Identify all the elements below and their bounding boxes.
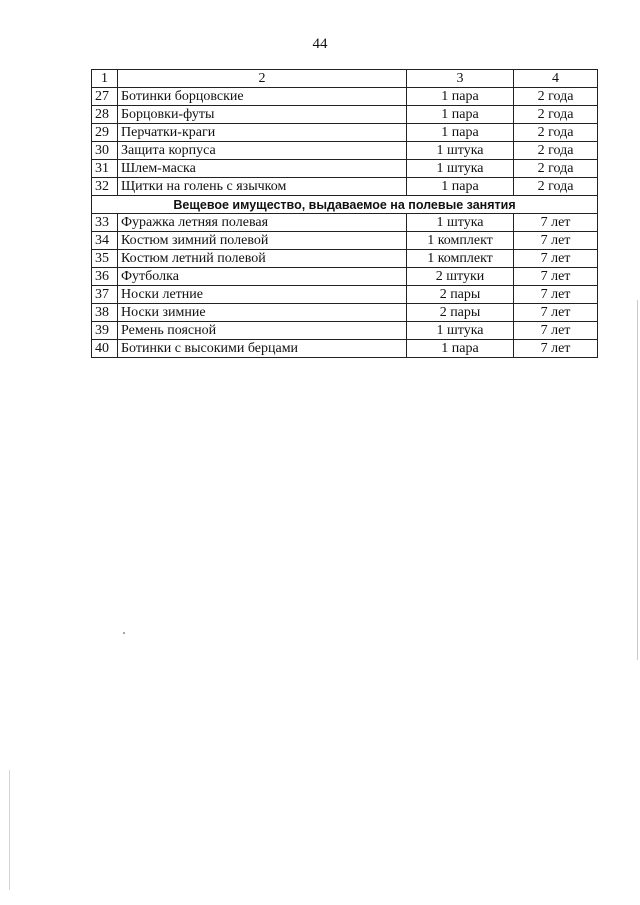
- quantity: 1 штука: [407, 322, 514, 340]
- header-cell: 3: [407, 70, 514, 88]
- quantity: 1 штука: [407, 142, 514, 160]
- quantity: 1 пара: [407, 340, 514, 358]
- table-row: [92, 106, 598, 124]
- header-cell: 1: [92, 70, 118, 88]
- quantity: 2 пары: [407, 286, 514, 304]
- wear-term: 2 года: [514, 160, 598, 178]
- item-name: Ремень поясной: [118, 322, 407, 340]
- item-name: Борцовки-футы: [118, 106, 407, 124]
- table-row: [92, 340, 598, 358]
- row-number: 35: [92, 250, 118, 268]
- row-number: 33: [92, 214, 118, 232]
- table-row: [92, 322, 598, 340]
- wear-term: 7 лет: [514, 214, 598, 232]
- row-number: 32: [92, 178, 118, 196]
- item-name: Футболка: [118, 268, 407, 286]
- section-title: Вещевое имущество, выдаваемое на полевые занятия: [92, 196, 598, 214]
- wear-term: 2 года: [514, 178, 598, 196]
- wear-term: 7 лет: [514, 232, 598, 250]
- item-name: Костюм зимний полевой: [118, 232, 407, 250]
- row-number: 30: [92, 142, 118, 160]
- table-row: [92, 142, 598, 160]
- item-name: Шлем-маска: [118, 160, 407, 178]
- row-number: 31: [92, 160, 118, 178]
- item-name: Носки летние: [118, 286, 407, 304]
- item-name: Перчатки-краги: [118, 124, 407, 142]
- wear-term: 7 лет: [514, 286, 598, 304]
- row-number: 39: [92, 322, 118, 340]
- table-row: [92, 286, 598, 304]
- table-header-row: [92, 70, 598, 88]
- wear-term: 2 года: [514, 106, 598, 124]
- wear-term: 7 лет: [514, 322, 598, 340]
- item-name: Щитки на голень с язычком: [118, 178, 407, 196]
- quantity: 1 пара: [407, 88, 514, 106]
- table-row: [92, 214, 598, 232]
- scan-speck: [123, 632, 125, 634]
- item-name: Носки зимние: [118, 304, 407, 322]
- quantity: 1 комплект: [407, 232, 514, 250]
- quantity: 2 пары: [407, 304, 514, 322]
- equipment-table: [91, 69, 598, 358]
- wear-term: 7 лет: [514, 268, 598, 286]
- table-row: [92, 160, 598, 178]
- row-number: 36: [92, 268, 118, 286]
- quantity: 1 комплект: [407, 250, 514, 268]
- table-row: [92, 250, 598, 268]
- table-row: [92, 268, 598, 286]
- table-row: [92, 304, 598, 322]
- scan-edge-line-left: [9, 770, 10, 890]
- row-number: 29: [92, 124, 118, 142]
- equipment-table-body: [92, 70, 598, 358]
- wear-term: 2 года: [514, 88, 598, 106]
- section-row: [92, 196, 598, 214]
- item-name: Ботинки с высокими берцами: [118, 340, 407, 358]
- quantity: 2 штуки: [407, 268, 514, 286]
- row-number: 34: [92, 232, 118, 250]
- scan-edge-line: [637, 300, 638, 660]
- table-row: [92, 88, 598, 106]
- row-number: 37: [92, 286, 118, 304]
- item-name: Защита корпуса: [118, 142, 407, 160]
- wear-term: 7 лет: [514, 250, 598, 268]
- item-name: Ботинки борцовские: [118, 88, 407, 106]
- quantity: 1 пара: [407, 124, 514, 142]
- wear-term: 2 года: [514, 142, 598, 160]
- quantity: 1 штука: [407, 160, 514, 178]
- table-row: [92, 178, 598, 196]
- page-number: 44: [312, 36, 328, 52]
- row-number: 28: [92, 106, 118, 124]
- row-number: 38: [92, 304, 118, 322]
- wear-term: 7 лет: [514, 340, 598, 358]
- quantity: 1 штука: [407, 214, 514, 232]
- item-name: Фуражка летняя полевая: [118, 214, 407, 232]
- header-cell: 2: [118, 70, 407, 88]
- header-cell: 4: [514, 70, 598, 88]
- wear-term: 2 года: [514, 124, 598, 142]
- table-row: [92, 124, 598, 142]
- item-name: Костюм летний полевой: [118, 250, 407, 268]
- table-row: [92, 232, 598, 250]
- quantity: 1 пара: [407, 106, 514, 124]
- row-number: 27: [92, 88, 118, 106]
- wear-term: 7 лет: [514, 304, 598, 322]
- row-number: 40: [92, 340, 118, 358]
- quantity: 1 пара: [407, 178, 514, 196]
